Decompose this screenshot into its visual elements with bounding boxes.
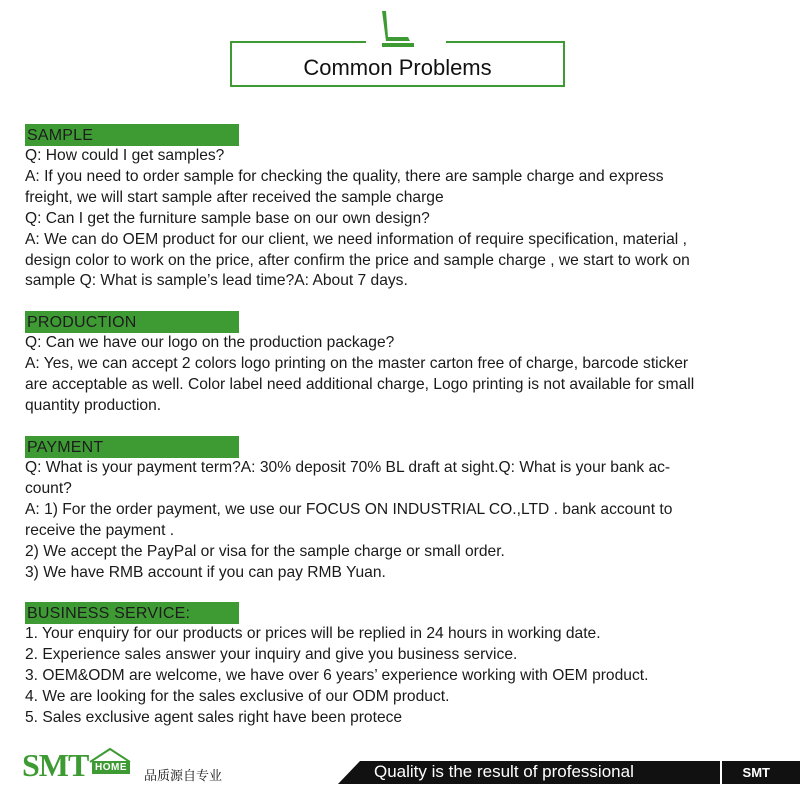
- tagline: Quality is the result of professional: [374, 762, 634, 781]
- text-line: Q: What is your payment term?A: 30% deposit 70% BL draft at sight.Q: What is your bank ac-: [25, 459, 671, 476]
- text-line: A: Yes, we can accept 2 colors logo printing on the master carton free of charge, barcode sticker: [25, 354, 689, 372]
- text-line: Q: How could I get samples?: [25, 147, 225, 164]
- section-label: SAMPLE: [25, 124, 239, 146]
- text-line: 2. Experience sales answer your inquiry and give you business service.: [25, 645, 518, 663]
- text-line: 5. Sales exclusive agent sales right have been protece: [25, 708, 403, 726]
- slogan: 品质源自专业: [144, 768, 223, 783]
- text-line: receive the payment .: [25, 521, 175, 539]
- text-line: A: We can do OEM product for our client, we need information of require specification, material ,: [25, 230, 687, 248]
- text-line: A: If you need to order sample for checking the quality, there are sample charge and express: [25, 167, 664, 185]
- text-line: quantity production.: [25, 396, 162, 414]
- text-line: Q: Can we have our logo on the production package?: [25, 334, 395, 351]
- section-sample: [25, 124, 790, 292]
- footer-brand: SMT: [742, 765, 770, 780]
- text-line: 2) We accept the PayPal or visa for the sample charge or small order.: [25, 542, 505, 560]
- text-line: 4. We are looking for the sales exclusive of our ODM product.: [25, 687, 450, 705]
- text-line: Q: Can I get the furniture sample base on our own design?: [25, 209, 430, 227]
- text-line: 1. Your enquiry for our products or prices will be replied in 24 hours in working date.: [25, 625, 601, 642]
- section-label: PAYMENT: [25, 436, 239, 458]
- section-label: BUSINESS SERVICE:: [25, 602, 239, 624]
- text-line: 3) We have RMB account if you can pay RMB Yuan.: [25, 563, 386, 581]
- text-line: sample Q: What is sample’s lead time?A: About 7 days.: [25, 272, 408, 290]
- section-production: [25, 311, 790, 417]
- page-title: Common Problems: [303, 55, 492, 80]
- section-label: PRODUCTION: [25, 311, 239, 333]
- logo-text: SMT: [22, 747, 89, 783]
- text-line: are acceptable as well. Color label need additional charge, Logo printing is not available for small: [25, 375, 695, 393]
- section-payment: [25, 436, 790, 583]
- text-line: 3. OEM&ODM are welcome, we have over 6 years’ experience working with OEM product.: [25, 666, 649, 684]
- chair-icon: [372, 9, 418, 51]
- text-line: A: 1) For the order payment, we use our FOCUS ON INDUSTRIAL CO.,LTD . bank account to: [25, 500, 673, 518]
- footer-bar: [338, 761, 800, 784]
- text-line: freight, we will start sample after received the sample charge: [25, 188, 444, 206]
- text-line: count?: [25, 479, 72, 497]
- section-business-service: [25, 602, 790, 729]
- logo-subtext: HOME: [92, 761, 130, 774]
- text-line: design color to work on the price, after confirm the price and sample charge , we start to work on: [25, 251, 690, 269]
